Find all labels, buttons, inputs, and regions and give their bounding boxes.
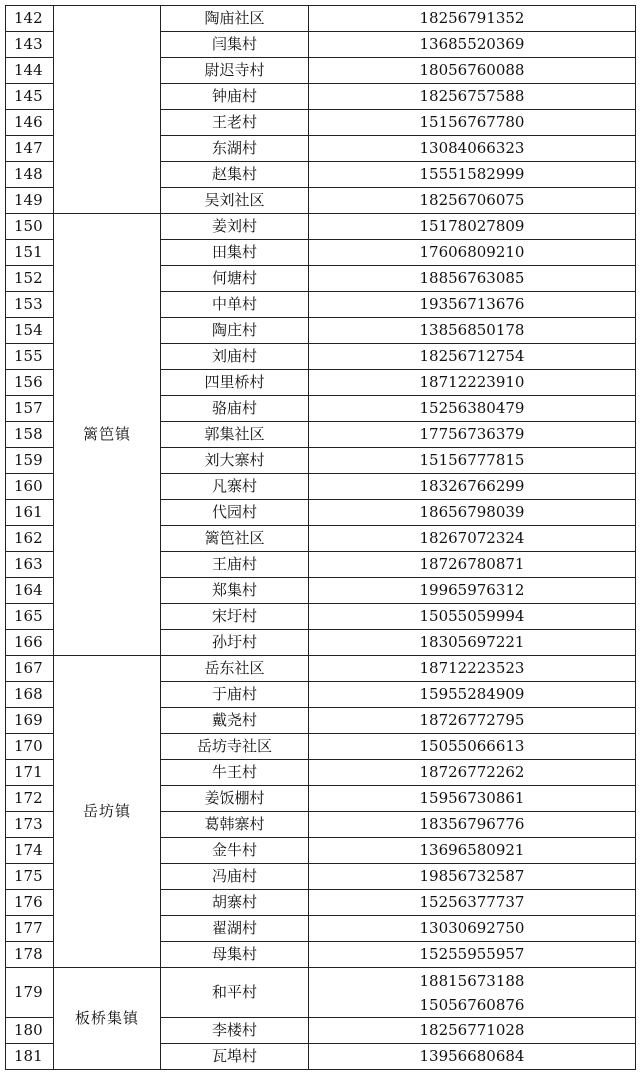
phone-cell: 15178027809 — [309, 214, 636, 240]
phone-cell: 15055066613 — [309, 734, 636, 760]
village-cell: 和平村 — [161, 968, 309, 1018]
row-number: 144 — [6, 58, 54, 84]
village-cell: 刘大寨村 — [161, 448, 309, 474]
phone-cell: 18356796776 — [309, 812, 636, 838]
village-cell: 王庙村 — [161, 552, 309, 578]
village-cell: 中单村 — [161, 292, 309, 318]
row-number: 176 — [6, 890, 54, 916]
row-number: 181 — [6, 1044, 54, 1070]
phone-cell: 19965976312 — [309, 578, 636, 604]
row-number: 178 — [6, 942, 54, 968]
village-cell: 李楼村 — [161, 1018, 309, 1044]
phone-cell: 18712223523 — [309, 656, 636, 682]
table-row — [6, 656, 636, 682]
phone-cell: 18656798039 — [309, 500, 636, 526]
phone-cell: 19356713676 — [309, 292, 636, 318]
row-number: 160 — [6, 474, 54, 500]
village-cell: 金牛村 — [161, 838, 309, 864]
row-number: 169 — [6, 708, 54, 734]
town-cell: 板桥集镇 — [54, 968, 161, 1070]
row-number: 180 — [6, 1018, 54, 1044]
row-number: 167 — [6, 656, 54, 682]
village-cell: 宋圩村 — [161, 604, 309, 630]
phone-cell: 18326766299 — [309, 474, 636, 500]
town-cell: 篱笆镇 — [54, 214, 161, 656]
row-number: 154 — [6, 318, 54, 344]
phone-cell: 18256706075 — [309, 188, 636, 214]
table-row — [6, 214, 636, 240]
village-cell: 郑集村 — [161, 578, 309, 604]
phone-cell: 18267072324 — [309, 526, 636, 552]
village-cell: 王老村 — [161, 110, 309, 136]
row-number: 172 — [6, 786, 54, 812]
row-number: 145 — [6, 84, 54, 110]
phone-cell: 18712223910 — [309, 370, 636, 396]
phone-cell: 18726772262 — [309, 760, 636, 786]
village-cell: 郭集社区 — [161, 422, 309, 448]
phone-cell: 15256380479 — [309, 396, 636, 422]
table-row — [6, 6, 636, 32]
row-number: 143 — [6, 32, 54, 58]
phone-cell: 13685520369 — [309, 32, 636, 58]
village-cell: 尉迟寺村 — [161, 58, 309, 84]
row-number: 158 — [6, 422, 54, 448]
village-cell: 戴尧村 — [161, 708, 309, 734]
village-cell: 孙圩村 — [161, 630, 309, 656]
row-number: 170 — [6, 734, 54, 760]
village-cell: 闫集村 — [161, 32, 309, 58]
phone-cell: 18726780871 — [309, 552, 636, 578]
row-number: 165 — [6, 604, 54, 630]
phone-cell: 18056760088 — [309, 58, 636, 84]
row-number: 155 — [6, 344, 54, 370]
phone-cell: 15156767780 — [309, 110, 636, 136]
row-number: 149 — [6, 188, 54, 214]
row-number: 153 — [6, 292, 54, 318]
village-cell: 四里桥村 — [161, 370, 309, 396]
row-number: 173 — [6, 812, 54, 838]
village-cell: 吴刘社区 — [161, 188, 309, 214]
phone-cell: 17756736379 — [309, 422, 636, 448]
phone-cell: 15955284909 — [309, 682, 636, 708]
phone-cell: 19856732587 — [309, 864, 636, 890]
phone-cell: 18256757588 — [309, 84, 636, 110]
phone-number: 18815673188 — [419, 971, 525, 990]
phone-cell: 15156777815 — [309, 448, 636, 474]
phone-cell: 15055059994 — [309, 604, 636, 630]
contact-table — [5, 5, 636, 1070]
phone-cell: 13856850178 — [309, 318, 636, 344]
phone-cell: 18256771028 — [309, 1018, 636, 1044]
row-number: 157 — [6, 396, 54, 422]
row-number: 162 — [6, 526, 54, 552]
village-cell: 陶庄村 — [161, 318, 309, 344]
row-number: 146 — [6, 110, 54, 136]
village-cell: 葛韩寨村 — [161, 812, 309, 838]
phone-cell: 13030692750 — [309, 916, 636, 942]
village-cell: 瓦埠村 — [161, 1044, 309, 1070]
row-number: 156 — [6, 370, 54, 396]
phone-cell: 18256712754 — [309, 344, 636, 370]
phone-cell: 13956680684 — [309, 1044, 636, 1070]
phone-cell: 13696580921 — [309, 838, 636, 864]
village-cell: 陶庙社区 — [161, 6, 309, 32]
village-cell: 于庙村 — [161, 682, 309, 708]
row-number: 177 — [6, 916, 54, 942]
village-cell: 骆庙村 — [161, 396, 309, 422]
village-cell: 翟湖村 — [161, 916, 309, 942]
village-cell: 田集村 — [161, 240, 309, 266]
village-cell: 岳东社区 — [161, 656, 309, 682]
village-cell: 刘庙村 — [161, 344, 309, 370]
row-number: 148 — [6, 162, 54, 188]
phone-cell — [309, 968, 636, 1018]
village-cell: 岳坊寺社区 — [161, 734, 309, 760]
row-number: 163 — [6, 552, 54, 578]
row-number: 161 — [6, 500, 54, 526]
phone-cell: 17606809210 — [309, 240, 636, 266]
village-cell: 篱笆社区 — [161, 526, 309, 552]
village-cell: 凡寨村 — [161, 474, 309, 500]
town-cell: 岳坊镇 — [54, 656, 161, 968]
village-cell: 赵集村 — [161, 162, 309, 188]
row-number: 174 — [6, 838, 54, 864]
phone-cell: 18856763085 — [309, 266, 636, 292]
village-cell: 钟庙村 — [161, 84, 309, 110]
row-number: 147 — [6, 136, 54, 162]
phone-cell: 15956730861 — [309, 786, 636, 812]
village-cell: 胡寨村 — [161, 890, 309, 916]
row-number: 151 — [6, 240, 54, 266]
village-cell: 冯庙村 — [161, 864, 309, 890]
phone-cell: 15551582999 — [309, 162, 636, 188]
row-number: 168 — [6, 682, 54, 708]
row-number: 159 — [6, 448, 54, 474]
row-number: 152 — [6, 266, 54, 292]
village-cell: 何塘村 — [161, 266, 309, 292]
row-number: 166 — [6, 630, 54, 656]
phone-number: 15056760876 — [419, 995, 525, 1014]
table-row — [6, 968, 636, 1018]
row-number: 171 — [6, 760, 54, 786]
village-cell: 母集村 — [161, 942, 309, 968]
phone-cell: 18256791352 — [309, 6, 636, 32]
village-cell: 代园村 — [161, 500, 309, 526]
row-number: 179 — [6, 968, 54, 1018]
row-number: 175 — [6, 864, 54, 890]
village-cell: 姜饭棚村 — [161, 786, 309, 812]
row-number: 164 — [6, 578, 54, 604]
phone-cell: 18305697221 — [309, 630, 636, 656]
village-cell: 东湖村 — [161, 136, 309, 162]
row-number: 150 — [6, 214, 54, 240]
phone-cell: 15256377737 — [309, 890, 636, 916]
village-cell: 姜刘村 — [161, 214, 309, 240]
phone-cell: 18726772795 — [309, 708, 636, 734]
phone-cell: 13084066323 — [309, 136, 636, 162]
phone-cell: 15255955957 — [309, 942, 636, 968]
town-cell — [54, 6, 161, 214]
row-number: 142 — [6, 6, 54, 32]
village-cell: 牛王村 — [161, 760, 309, 786]
